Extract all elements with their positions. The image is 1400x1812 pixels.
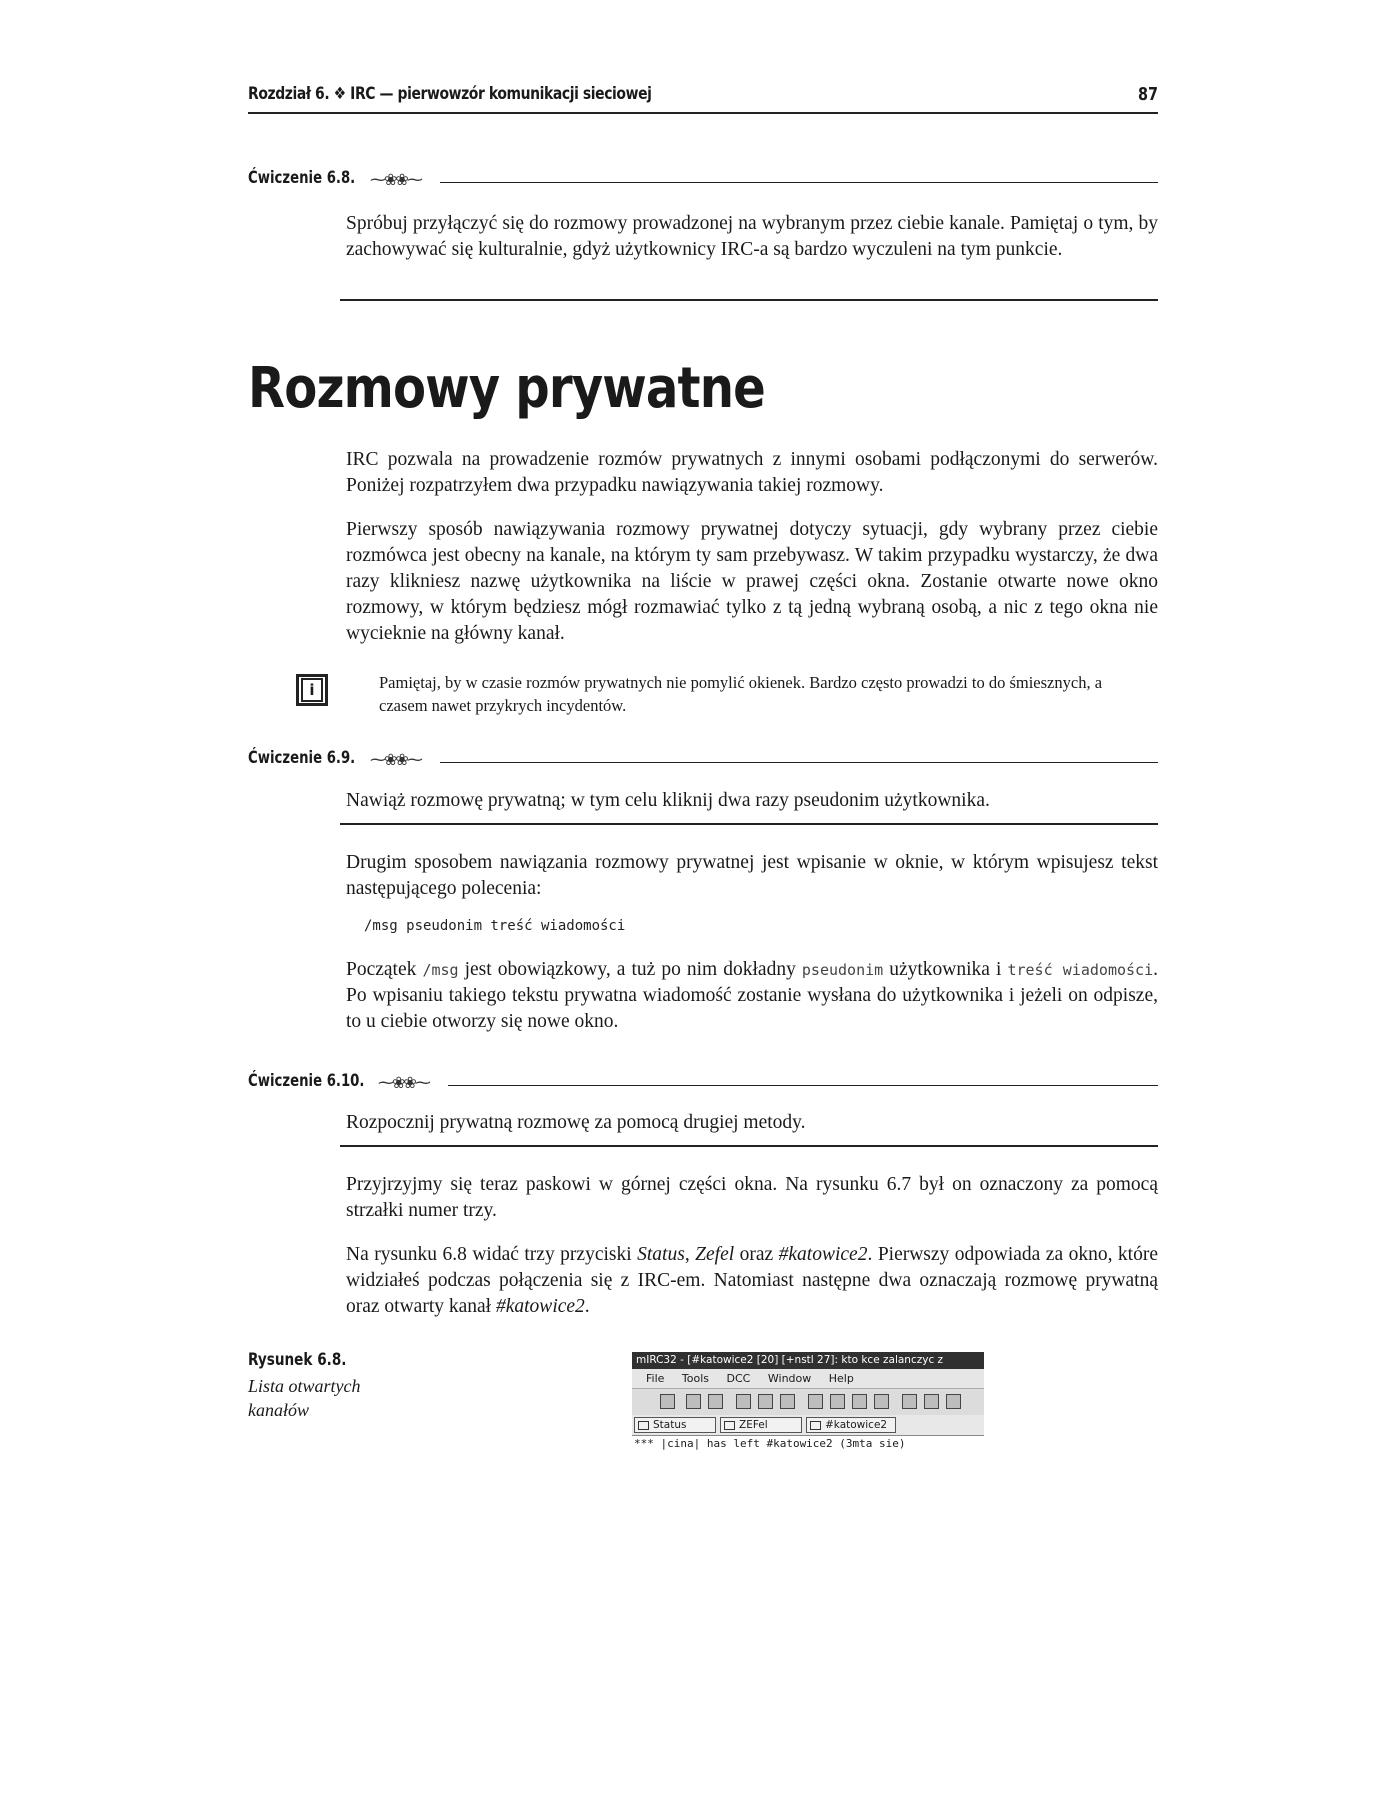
toolbar-button-icon[interactable]: [660, 1394, 675, 1409]
divider: [340, 299, 1158, 301]
toolbar-button-icon[interactable]: [758, 1394, 773, 1409]
figure-caption: Lista otwartych kanałów: [248, 1376, 361, 1420]
menu-tools[interactable]: Tools: [681, 1372, 710, 1385]
toolbar-button-icon[interactable]: [780, 1394, 795, 1409]
exercise-heading: [248, 168, 1158, 190]
menu-file[interactable]: File: [646, 1372, 665, 1385]
info-icon: i: [296, 674, 328, 706]
chapter-title: Rozdział 6. ❖ IRC — pierwowzór komunikacji sieciowej: [248, 84, 652, 104]
exercise-label: Ćwiczenie 6.10.: [248, 1071, 365, 1091]
exercise-text: Spróbuj przyłączyć się do rozmowy prowadzonej na wybranym przez ciebie kanale. Pamiętaj o tym, by zachowywać się kulturalnie, gdyż użytkownicy IRC-a są bardzo wyczuleni na tym punkcie.: [346, 213, 1158, 260]
toolbar-button-icon[interactable]: [708, 1394, 723, 1409]
menu-window[interactable]: Window: [767, 1372, 812, 1385]
menu-help[interactable]: Help: [828, 1372, 854, 1385]
divider: [448, 1085, 1158, 1086]
section-title: Rozmowy prywatne: [248, 356, 765, 421]
divider: [440, 182, 1158, 183]
window-icon: [724, 1421, 735, 1430]
exercise-label: Ćwiczenie 6.9.: [248, 748, 356, 768]
inline-code: treść wiadomości: [1007, 961, 1154, 979]
toolbar-button-icon[interactable]: [830, 1394, 845, 1409]
paragraph: Drugim sposobem nawiązania rozmowy prywatnej jest wpisanie w oknie, w którym wpisujesz tekst następującego polecenia:: [346, 852, 1158, 899]
mirc-window-screenshot: [632, 1352, 984, 1452]
ornament-icon: ⁓❀❀⁓: [370, 172, 421, 189]
toolbar-button-icon[interactable]: [736, 1394, 751, 1409]
window-icon: [810, 1421, 821, 1430]
toolbar: [632, 1388, 984, 1416]
inline-code: pseudonim: [801, 961, 884, 979]
code-example: /msg pseudonim treść wiadomości: [364, 918, 626, 934]
paragraph: Przyjrzyjmy się teraz paskowi w górnej części okna. Na rysunku 6.7 był on oznaczony za pomocą strzałki numer trzy.: [346, 1174, 1158, 1221]
note-text: Pamiętaj, by w czasie rozmów prywatnych nie pomylić okienek. Bardzo często prowadzi to do śmiesznych, a czasem nawet przykrych incydentów.: [379, 673, 1103, 715]
paragraph: Na rysunku 6.8 widać trzy przyciski Status, Zefel oraz #katowice2. Pierwszy odpowiada za okno, które widziałeś podczas połączenia się z IRC-em. Natomiast następne dwa oznaczają rozmowę prywatną oraz otwarty kanał #katowice2.: [346, 1244, 1158, 1317]
menu-bar: [632, 1369, 984, 1388]
window-switchbar: [632, 1415, 984, 1436]
inline-code: /msg: [422, 961, 459, 979]
toolbar-button-icon[interactable]: [946, 1394, 961, 1409]
switchbar-tab-katowice2[interactable]: #katowice2: [806, 1417, 896, 1433]
ornament-icon: ⁓❀❀⁓: [378, 1075, 429, 1092]
divider: [440, 762, 1158, 763]
toolbar-button-icon[interactable]: [852, 1394, 867, 1409]
ornament-icon: ⁓❀❀⁓: [370, 752, 421, 769]
exercise-text: Rozpocznij prywatną rozmowę za pomocą drugiej metody.: [346, 1112, 806, 1133]
window-icon: [638, 1421, 649, 1430]
menu-dcc[interactable]: DCC: [726, 1372, 751, 1385]
toolbar-button-icon[interactable]: [924, 1394, 939, 1409]
exercise-label: Ćwiczenie 6.8.: [248, 168, 356, 188]
divider: [340, 823, 1158, 825]
toolbar-button-icon[interactable]: [902, 1394, 917, 1409]
figure-label: Rysunek 6.8.: [248, 1350, 347, 1370]
toolbar-button-icon[interactable]: [686, 1394, 701, 1409]
toolbar-button-icon[interactable]: [874, 1394, 889, 1409]
divider: [340, 1145, 1158, 1147]
toolbar-button-icon[interactable]: [808, 1394, 823, 1409]
paragraph: IRC pozwala na prowadzenie rozmów prywatnych z innymi osobami podłączonymi do serwerów. Poniżej rozpatrzyłem dwa przypadku nawiązywania takiej rozmowy.: [346, 449, 1158, 496]
exercise-heading: [248, 1071, 1158, 1093]
running-header: [248, 84, 1158, 114]
exercise-heading: [248, 748, 1158, 770]
page-number: 87: [1137, 84, 1158, 105]
paragraph: Pierwszy sposób nawiązywania rozmowy prywatnej dotyczy sytuacji, gdy wybrany przez ciebie rozmówca jest obecny na kanale, na którym ty sam przebywasz. W takim przypadku wystarczy, że dwa razy klikniesz nazwę użytkownika na liście w prawej części okna. Zostanie otwarte nowe okno rozmowy, w którym będziesz mógł rozmawiać tylko z tą jedną wybraną osobą, a nic z tego okna nie wycieknie na główny kanał.: [346, 519, 1158, 644]
exercise-text: Nawiąż rozmowę prywatną; w tym celu kliknij dwa razy pseudonim użytkownika.: [346, 790, 990, 811]
switchbar-tab-status[interactable]: Status: [634, 1417, 716, 1433]
switchbar-tab-zefel[interactable]: ZEFel: [720, 1417, 802, 1433]
paragraph: Początek /msg jest obowiązkowy, a tuż po nim dokładny pseudonim użytkownika i treść wiadomości. Po wpisaniu takiego tekstu prywatna wiadomość zostanie wysłana do użytkownika i jeżeli on odpisze, to u ciebie otworzy się nowe okno.: [346, 959, 1158, 1032]
window-title: mIRC32 - [#katowice2 [20] [+nstl 27]: kto kce zalanczyc z: [632, 1352, 984, 1369]
chat-line: *** |cina| has left #katowice2 (3mta sie): [632, 1436, 984, 1452]
